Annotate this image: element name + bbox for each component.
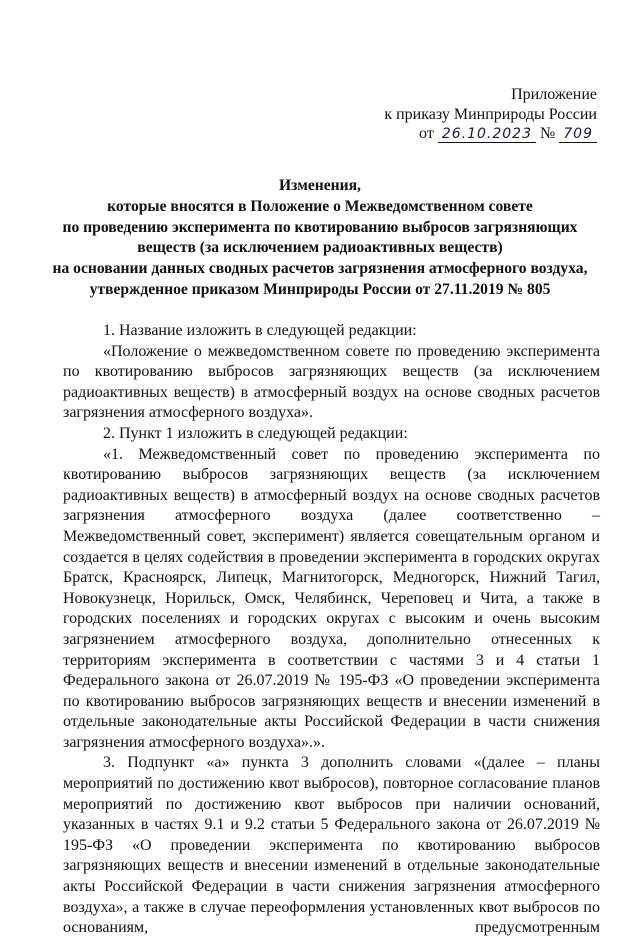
order-number: 709 — [559, 126, 597, 143]
appendix-header — [384, 85, 597, 145]
title-line: которые вносятся в Положение о Межведомственном совете — [107, 197, 533, 215]
number-prefix: № — [540, 125, 556, 142]
paragraph-1: 1. Название изложить в следующей редакции: — [103, 322, 417, 339]
paragraph-4: «1. Межведомственный совет по проведению эксперимента по квотированию выбросов загрязняющих веществ (за исключением радиоактивных веществ) в атмосферный воздух на основе сводных расчетов загрязнения атмосферного воздуха (далее соответственно – Межведомственный совет, эксперимент) является совещательным органом и создается в целях содействия в проведении эксперимента в городских округах Братск, Красноярск, Липецк, Магнитогорск, Медногорск, Нижний Тагил, Новокузнецк, Норильск, Омск, Челябинск, Череповец и Чита, а также в городских поселениях и городских округах с высоким и очень высоким загрязнением атмосферного воздуха, дополнительно отнесенных к территориям эксперимента в соответствии с частями 3 и 4 статьи 1 Федерального закона от 26.07.2019 № 195-ФЗ «О проведении эксперимента по квотированию выбросов загрязняющих веществ и внесении изменений в отдельные законодательные акты Российской Федерации в части снижения загрязнения атмосферного воздуха».». — [63, 445, 600, 751]
date-prefix: от — [419, 125, 434, 142]
title-line: Изменения, — [279, 177, 361, 194]
order-date: 26.10.2023 — [438, 126, 536, 143]
document-title — [40, 176, 600, 301]
title-line: утвержденное приказом Минприроды России от 27.11.2019 № 805 — [89, 280, 551, 298]
order-reference: к приказу Минприроды России — [384, 105, 597, 123]
paragraph-5: 3. Подпункт «а» пункта 3 дополнить словами «(далее – планы мероприятий по достижению квот выбросов), повторное согласование планов мероприятий по достижению квот выбросов при наличии оснований, указанных в частях 9.1 и 9.2 статьи 5 Федерального закона от 26.07.2019 № 195-ФЗ «О проведении эксперимента по квотированию выбросов загрязняющих веществ и внесении изменений в отдельные законодательные акты Российской Федерации в части снижения загрязнения атмосферного воздуха», а также в случае переоформления установленных квот выбросов по основаниям, предусмотренным — [63, 754, 600, 937]
order-date-number — [384, 124, 597, 145]
appendix-label: Приложение — [511, 86, 597, 103]
paragraph-2: «Положение о межведомственном совете по проведению эксперимента по квотированию выбросов загрязняющих веществ (за исключением радиоактивных веществ) в атмосферный воздух на основе сводных расчетов загрязнения атмосферного воздуха». — [63, 342, 600, 422]
title-line: по проведению эксперимента по квотированию выбросов загрязняющих — [62, 218, 578, 236]
document-body — [63, 321, 600, 939]
title-line: на основании данных сводных расчетов загрязнения атмосферного воздуха, — [52, 260, 588, 278]
paragraph-3: 2. Пункт 1 изложить в следующей редакции: — [103, 424, 408, 442]
title-line: веществ (за исключением радиоактивных веществ) — [137, 239, 503, 257]
